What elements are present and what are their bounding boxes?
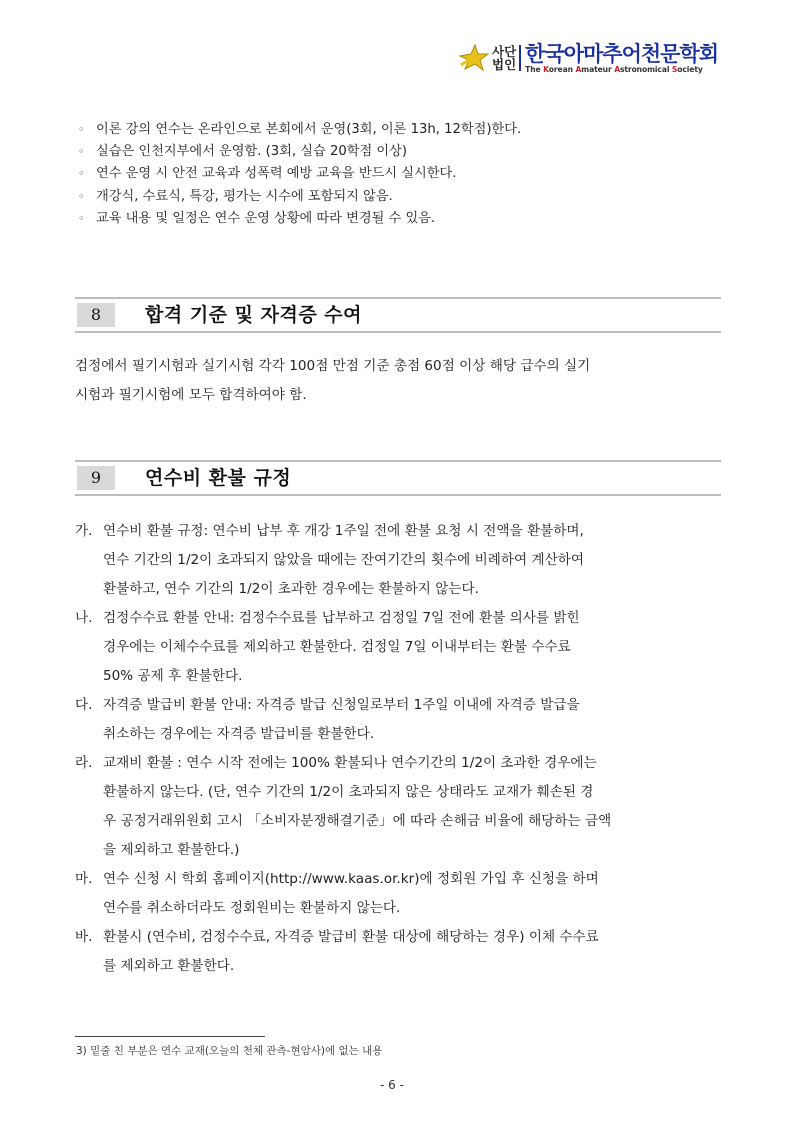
list-item: ◦ 연수 운영 시 안전 교육과 성폭력 예방 교육을 반드시 실시한다. xyxy=(78,163,521,185)
bullet-icon: ◦ xyxy=(78,211,85,225)
refund-rule-ga: 가. 연수비 환불 규정: 연수비 납부 후 개강 1주일 전에 환불 요청 시 전액을 환불하며, 연수 기간의 1/2이 초과되지 않았을 때에는 잔여기간의 횟수에 비례하여 계산하여 환불하고, 연수 기간의 1/2이 초과한 경우에는 환불하지 않는다. xyxy=(75,523,584,597)
page-number: - 6 - xyxy=(380,1078,404,1092)
society-logo xyxy=(459,40,718,76)
society-name-korean: 한국아마추어천문학회 xyxy=(525,41,719,66)
section-title: 합격 기준 및 자격증 수여 xyxy=(145,304,362,326)
footnote: 3) 밑줄 친 부분은 연수 교재(오늘의 천체 관측-현암사)에 없는 내용 xyxy=(76,1045,383,1057)
star-icon xyxy=(459,43,489,73)
corporation-label xyxy=(492,45,521,71)
section-8-heading xyxy=(75,297,721,333)
society-name-english: The Korean Amateur Astronomical Society xyxy=(525,64,703,74)
list-item: ◦ 실습은 인천지부에서 운영함. (3회, 실습 20학점 이상) xyxy=(78,141,521,163)
refund-rule-ma: 마. 연수 신청 시 학회 홈페이지(http://www.kaas.or.kr)에 정회원 가입 후 신청을 하며 연수를 취소하더라도 정회원비는 환불하지 않는다. xyxy=(75,871,599,916)
corp-line-1: 사단 xyxy=(492,44,517,59)
bullet-icon: ◦ xyxy=(78,189,85,203)
bullet-icon: ◦ xyxy=(78,145,85,159)
section-number: 9 xyxy=(77,466,115,490)
list-item: ◦ 교육 내용 및 일정은 연수 운영 상황에 따라 변경될 수 있음. xyxy=(78,208,521,230)
footnote-divider xyxy=(75,1036,265,1037)
refund-rules-list xyxy=(75,517,725,981)
bullet-icon: ◦ xyxy=(78,167,85,181)
refund-rule-da: 다. 자격증 발급비 환불 안내: 자격증 발급 신청일로부터 1주일 이내에 자격증 발급을 취소하는 경우에는 자격증 발급비를 환불한다. xyxy=(75,697,580,742)
section-9-heading xyxy=(75,460,721,496)
refund-rule-na: 나. 검정수수료 환불 안내: 검정수수료를 납부하고 검정일 7일 전에 환불 의사를 밝힌 경우에는 이체수수료를 제외하고 환불한다. 검정일 7일 이내부터는 환불 수수료 50% 공제 후 환불한다. xyxy=(75,610,580,684)
corp-line-2: 법인 xyxy=(492,57,517,72)
section-title: 연수비 환불 규정 xyxy=(145,467,292,489)
section-number: 8 xyxy=(77,303,115,327)
refund-rule-ra: 라. 교재비 환불 : 연수 시작 전에는 100% 환불되나 연수기간의 1/2이 초과한 경우에는 환불하지 않는다. (단, 연수 기간의 1/2이 초과되지 않은 상태라도 교재가 훼손된 경 우 공정거래위원회 고시 「소비자분쟁해결기준」에 따라 손해금 비율에 해당하는 금액 을 제외하고 환불한다.) xyxy=(75,755,612,858)
list-item: ◦ 이론 강의 연수는 온라인으로 본회에서 운영(3회, 이론 13h, 12학점)한다. xyxy=(78,119,521,141)
bullet-icon: ◦ xyxy=(78,123,85,136)
refund-rule-ba: 바. 환불시 (연수비, 검정수수료, 자격증 발급비 환불 대상에 해당하는 경우) 이체 수수료 를 제외하고 환불한다. xyxy=(75,929,599,974)
training-notes-list xyxy=(78,119,521,230)
section-8-body: 검정에서 필기시험과 실기시험 각각 100점 만점 기준 총점 60점 이상 해당 급수의 실기 시험과 필기시험에 모두 합격하여야 함. xyxy=(75,358,591,403)
list-item: ◦ 개강식, 수료식, 특강, 평가는 시수에 포함되지 않음. xyxy=(78,186,521,208)
